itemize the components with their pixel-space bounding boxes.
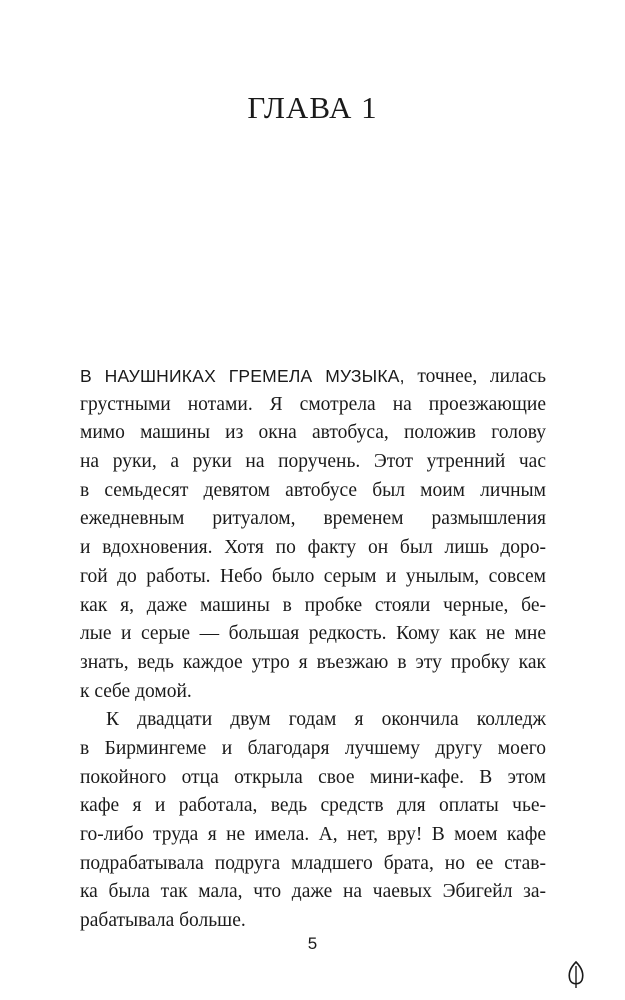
paragraph-2 xyxy=(80,706,546,936)
text-line: знать, ведь каждое утро я въезжаю в эту пробку как xyxy=(80,651,546,673)
text-line: рабатывала больше. xyxy=(80,910,246,932)
text-fragment: точнее, лилась xyxy=(417,366,546,387)
text-line: подрабатывала подруга младшего брата, но ее став- xyxy=(80,852,546,874)
text-line: грустными нотами. Я смотрела на проезжающие xyxy=(80,393,546,415)
text-line: кафе я и работала, ведь средств для оплаты чье- xyxy=(80,795,546,817)
text-line: в семьдесят девятом автобусе был моим личным xyxy=(80,479,546,501)
text-line: и вдохновения. Хотя по факту он был лишь доро- xyxy=(80,537,546,559)
text-line: К двадцати двум годам я окончила колледж xyxy=(106,709,546,731)
text-line: лые и серые — большая редкость. Кому как не мне xyxy=(80,623,546,645)
text-line: мимо машины из окна автобуса, положив голову xyxy=(80,422,546,444)
text-line xyxy=(80,362,546,391)
text-line: ка была так мала, что даже на чаевых Эбигейл за- xyxy=(80,881,546,903)
text-line: как я, даже машины в пробке стояли черные, бе- xyxy=(80,594,546,616)
text-line: покойного отца открыла свое мини-кафе. В этом xyxy=(80,766,546,788)
leaf-icon xyxy=(566,960,586,990)
chapter-title: ГЛАВА 1 xyxy=(247,90,378,125)
text-line: в Бирмингеме и благодаря лучшему другу моего xyxy=(80,737,546,759)
paragraph-1 xyxy=(80,362,546,706)
body-text xyxy=(80,362,546,936)
text-line: гой до работы. Небо было серым и унылым, совсем xyxy=(80,565,546,587)
text-line: ежедневным ритуалом, временем размышления xyxy=(80,508,546,530)
lead-in-caps: В НАУШНИКАХ ГРЕМЕЛА МУЗЫКА, xyxy=(80,366,405,386)
page-number: 5 xyxy=(307,934,318,953)
text-line: к себе домой. xyxy=(80,680,192,702)
text-line: го-либо труда я не имела. А, нет, вру! В моем кафе xyxy=(80,824,546,845)
text-line: на руки, а руки на поручень. Этот утренний час xyxy=(80,451,546,473)
